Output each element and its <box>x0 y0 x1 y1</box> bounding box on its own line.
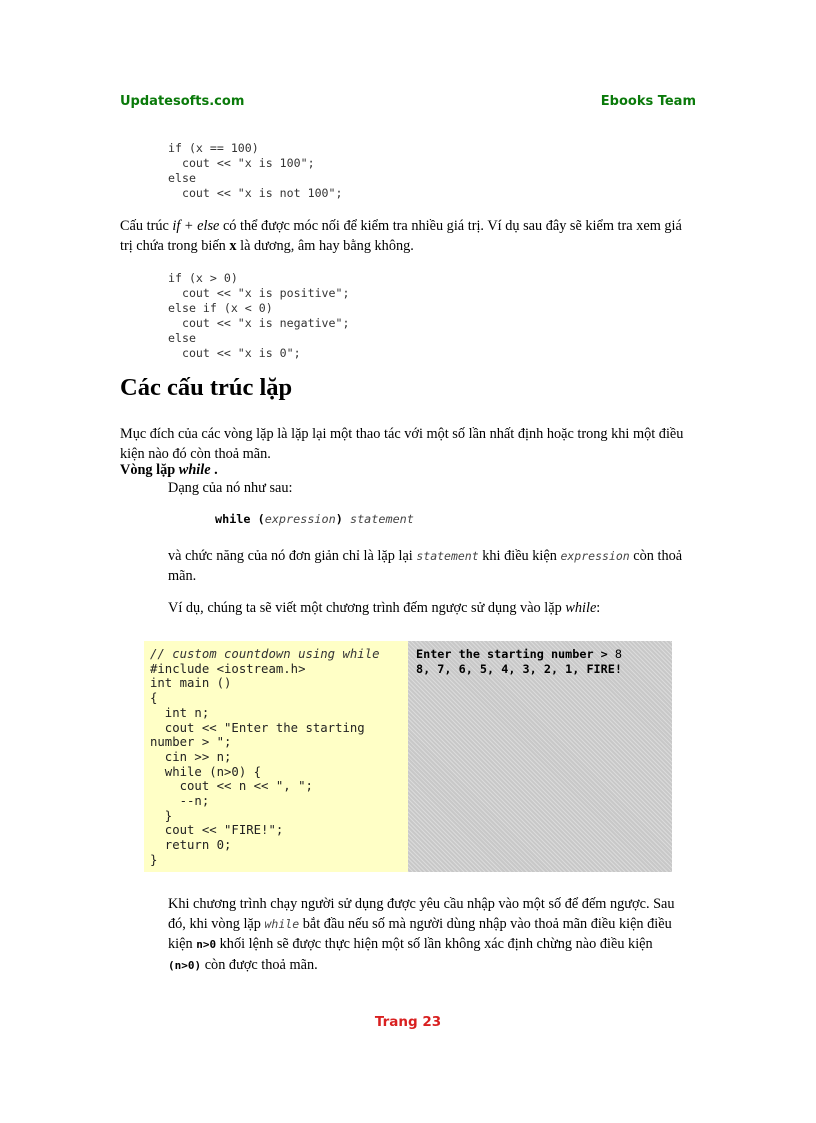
example-output <box>416 647 622 676</box>
code-line: if (x == 100) <box>168 141 259 155</box>
page-number: Trang 23 <box>374 1014 442 1030</box>
paragraph-if-else-chain: Cấu trúc if + else có thể được móc nối để kiểm tra nhiều giá trị. Ví dụ sau đây sẽ kiểm tra xem giá trị chứa trong biến x là dương, âm hay bằng không. <box>120 218 682 254</box>
code-line: #include <iostream.h> <box>150 661 306 676</box>
paragraph-loop-purpose: Mục đích của các vòng lặp là lặp lại một thao tác với một số lần nhất định hoặc trong khi một điều kiện nào đó còn thoả mãn. <box>120 426 684 462</box>
paragraph-while-function: và chức năng của nó đơn giản chỉ là lặp lại statement khi điều kiện expression còn thoả mãn. <box>168 548 683 584</box>
code-line: } <box>150 808 173 823</box>
output-countdown: 8, 7, 6, 5, 4, 3, 2, 1, FIRE! <box>416 661 622 676</box>
code-comment: // custom countdown using while <box>150 647 380 661</box>
code-line: cout << "x is 100"; <box>168 156 315 170</box>
code-line: else <box>168 171 196 185</box>
paragraph-example-intro: Ví dụ, chúng ta sẽ viết một chương trình đếm ngược sử dụng vào lặp while: <box>168 600 601 616</box>
code-line: cin >> n; <box>150 749 232 764</box>
code-line: cout << "x is positive"; <box>168 286 350 300</box>
code-line: --n; <box>150 794 210 809</box>
code-line: cout << "x is not 100"; <box>168 186 343 200</box>
paragraph-explanation: Khi chương trình chạy người sử dụng được yêu cầu nhập vào một số để đếm ngược. Sau đó, khi vòng lặp while bắt đầu nếu số mà người dùng nhập vào thoả mãn điều kiện điều kiện n>0 khối lệnh sẽ được thực hiện một số lần không xác định chừng nào điều kiện (n>0) còn được thoả mãn. <box>168 896 675 973</box>
code-block-if-else <box>168 141 343 201</box>
code-line: else <box>168 331 196 345</box>
code-line: while (n>0) { <box>150 764 262 779</box>
example-source-code <box>150 647 380 868</box>
header-team-name: Ebooks Team <box>600 94 696 109</box>
example-output-box <box>408 641 672 872</box>
code-line: number > "; <box>150 735 232 750</box>
while-syntax: while (expression) statement <box>215 512 414 526</box>
code-line: cout << "FIRE!"; <box>150 823 284 838</box>
code-line: int n; <box>150 705 210 720</box>
code-block-else-if <box>168 271 349 361</box>
header-site-name: Updatesofts.com <box>120 94 245 109</box>
code-line: cout << "x is negative"; <box>168 316 350 330</box>
code-line: int main () <box>150 676 232 691</box>
code-line: cout << "x is 0"; <box>168 346 301 360</box>
section-heading: Các cấu trúc lặp <box>120 374 293 401</box>
code-line: if (x > 0) <box>168 271 238 285</box>
code-line: else if (x < 0) <box>168 301 273 315</box>
output-prompt: Enter the starting number > <box>416 647 615 661</box>
example-source-code-box <box>144 641 408 872</box>
code-line: return 0; <box>150 838 232 853</box>
code-line: cout << "Enter the starting <box>150 720 365 735</box>
code-line: } <box>150 852 158 867</box>
code-line: { <box>150 691 158 706</box>
paragraph-form-intro: Dạng của nó như sau: <box>168 480 293 496</box>
output-user-input: 8 <box>614 647 622 661</box>
code-line: cout << n << ", "; <box>150 779 313 794</box>
subheading-while-loop: Vòng lặp while . <box>120 462 218 478</box>
